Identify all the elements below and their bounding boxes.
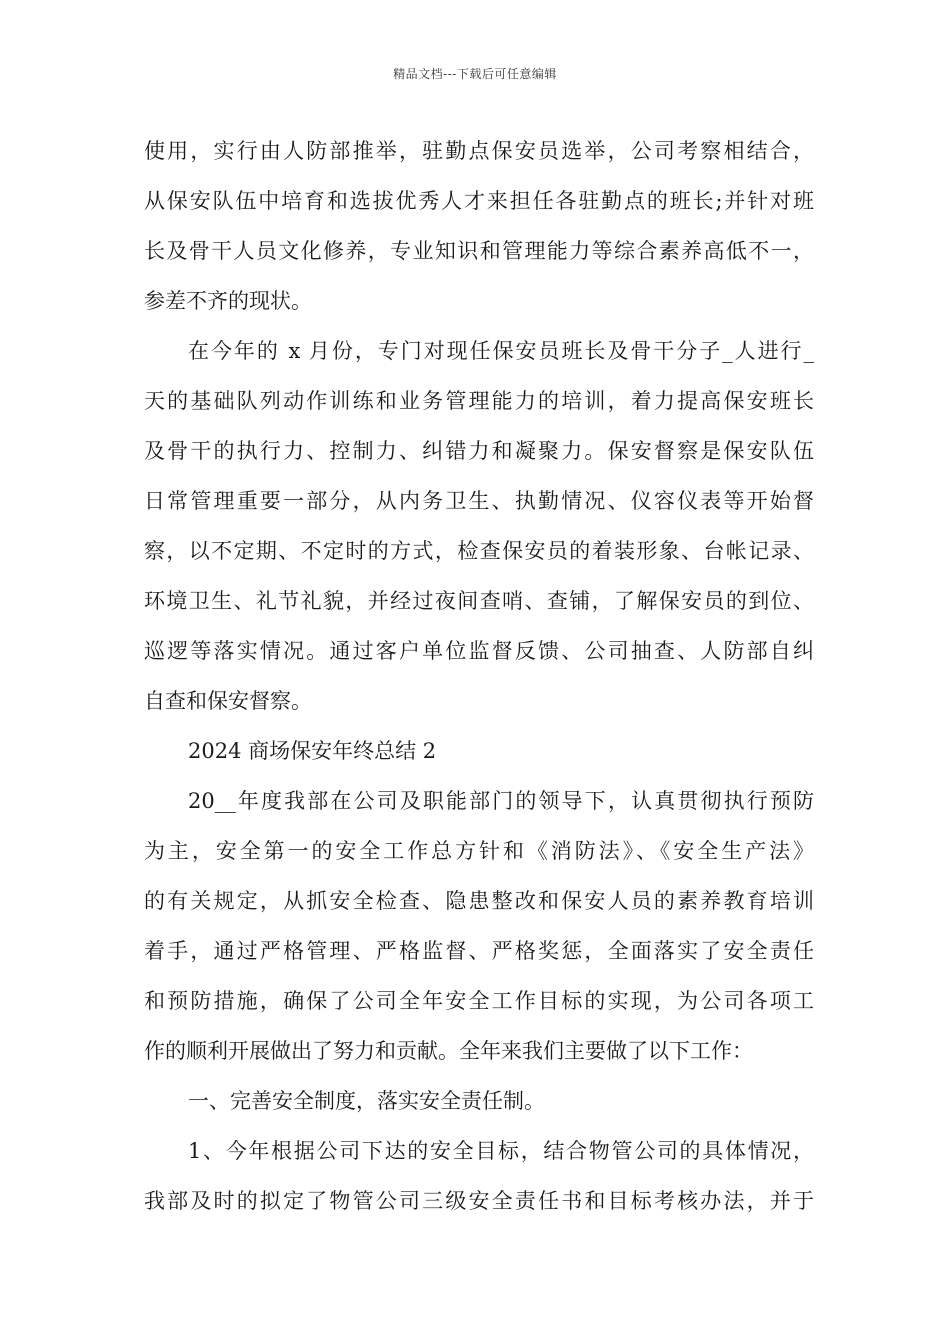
section-title: 2024 商场保安年终总结 2 <box>188 739 437 763</box>
text-line: 长及骨干人员文化修养，专业知识和管理能力等综合素养高低不一， <box>144 239 814 263</box>
text-line: 及骨干的执行力、控制力、纠错力和凝聚力。保安督察是保安队伍 <box>144 439 814 463</box>
text-line: 和预防措施，确保了公司全年安全工作目标的实现，为公司各项工 <box>144 989 814 1013</box>
paragraph-first-line: 1、今年根据公司下达的安全目标，结合物管公司的具体情况， <box>188 1139 814 1163</box>
text-line: 参差不齐的现状。 <box>144 289 312 313</box>
text-line: 巡逻等落实情况。通过客户单位监督反馈、公司抽查、人防部自纠 <box>144 639 814 663</box>
text-line: 我部及时的拟定了物管公司三级安全责任书和目标考核办法，并于 <box>144 1189 814 1213</box>
text-line: 察，以不定期、不定时的方式，检查保安员的着装形象、台帐记录、 <box>144 539 814 563</box>
text-line: 使用，实行由人防部推举，驻勤点保安员选举，公司考察相结合， <box>144 139 814 163</box>
document-body <box>144 127 814 1227</box>
text-line: 天的基础队列动作训练和业务管理能力的培训，着力提高保安班长 <box>144 389 814 413</box>
page-header: 精品文档---下载后可任意编辑 <box>393 67 557 81</box>
text-line: 为主，安全第一的安全工作总方针和《消防法》、《安全生产法》 <box>144 839 814 863</box>
text-line: 自查和保安督察。 <box>144 689 312 713</box>
text-line: 从保安队伍中培育和选拔优秀人才来担任各驻勤点的班长;并针对班 <box>144 189 814 213</box>
paragraph-first-line: 20__年度我部在公司及职能部门的领导下，认真贯彻执行预防 <box>188 789 814 813</box>
text-line: 着手，通过严格管理、严格监督、严格奖惩，全面落实了安全责任 <box>144 939 814 963</box>
text-line: 的有关规定，从抓安全检查、隐患整改和保安人员的素养教育培训 <box>144 889 814 913</box>
subsection-heading: 一、完善安全制度，落实安全责任制。 <box>188 1089 545 1113</box>
text-line: 作的顺利开展做出了努力和贡献。全年来我们主要做了以下工作： <box>144 1039 753 1063</box>
text-line: 环境卫生、礼节礼貌，并经过夜间查哨、查铺，了解保安员的到位、 <box>144 589 814 613</box>
text-line: 日常管理重要一部分，从内务卫生、执勤情况、仪容仪表等开始督 <box>144 489 814 513</box>
paragraph-first-line: 在今年的 x 月份，专门对现任保安员班长及骨干分子_人进行_ <box>188 339 814 363</box>
